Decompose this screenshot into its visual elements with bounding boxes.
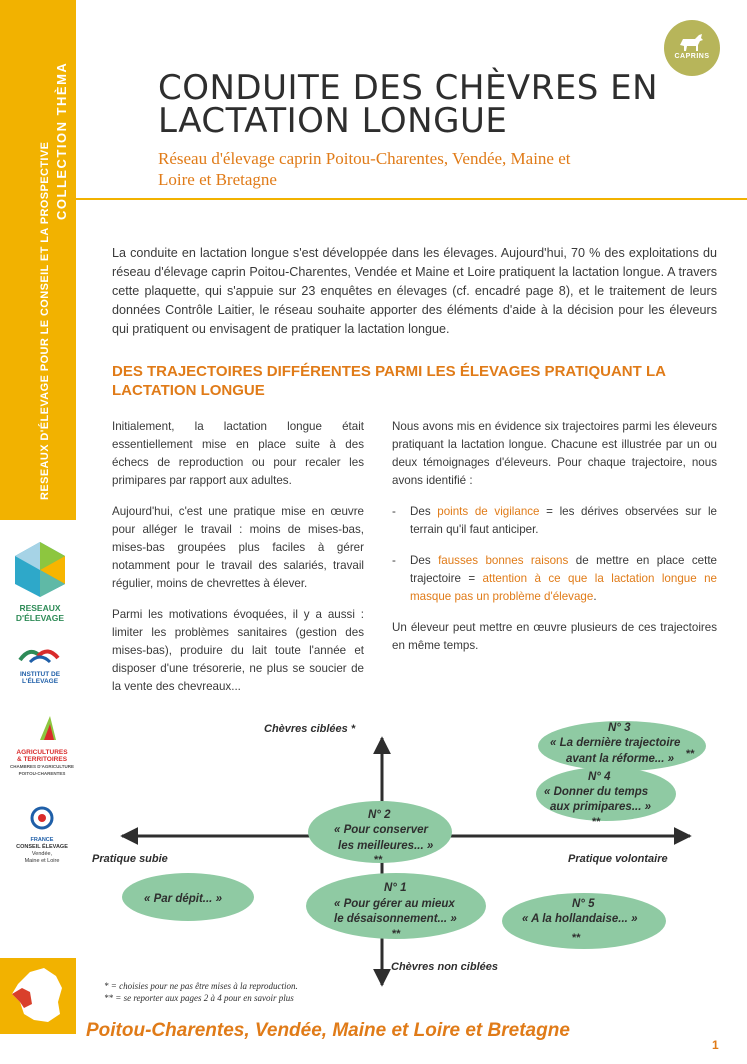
page-number: 1 xyxy=(712,1038,719,1052)
footnote-1: * = choisies pour ne pas être mises à la reproduction. xyxy=(104,981,298,991)
institut-line-2: L'ÉLEVAGE xyxy=(21,678,59,685)
axis-label-left: Pratique subie xyxy=(92,853,168,865)
bubble-4-number: N° 4 xyxy=(588,771,611,783)
logo-institut-elevage xyxy=(10,644,70,685)
section-title-line-2: LACTATION LONGUE xyxy=(112,382,265,399)
badge-label: CAPRINS xyxy=(674,53,710,60)
axis-label-right: Pratique volontaire xyxy=(568,853,668,865)
agri-leaf-icon xyxy=(10,710,74,744)
footnote-2: ** = se reporter aux pages 2 à 4 pour en savoir plus xyxy=(104,993,294,1003)
logo-fce-label xyxy=(10,837,74,865)
bubble-1-number: N° 1 xyxy=(384,882,407,894)
bubble-5-number: N° 5 xyxy=(572,898,595,910)
bubble-3-star: ** xyxy=(686,748,695,760)
bubble-4-line-1: « Donner du temps xyxy=(544,786,649,798)
logo-reseaux-label: RESEAUX D'ÉLEVAGE xyxy=(15,603,65,623)
bullet-middle: de mettre en place cette trajectoire = xyxy=(410,554,718,585)
side-collection-label xyxy=(0,0,76,520)
fce-line-2: CONSEIL ÉLEVAGE xyxy=(16,844,68,850)
title-line-1: CONDUITE DES CHÈVRES EN xyxy=(158,68,659,108)
fce-line-4: Maine et Loire xyxy=(24,858,60,864)
bullet-text xyxy=(410,552,717,606)
logo-agri-label xyxy=(10,749,74,777)
subtitle-line-2: Loire et Bretagne xyxy=(158,170,277,189)
footnotes xyxy=(104,980,404,1004)
side-line-reseaux: RESEAUX D'ÉLEVAGE POUR LE CONSEIL ET LA PROSPECTIVE xyxy=(39,141,51,500)
title-line-2: LACTATION LONGUE xyxy=(158,101,508,141)
bullet-suffix: = les dérives observées sur le terrain qu'il faut anticiper. xyxy=(410,505,717,536)
bullet-highlight: fausses bonnes raisons xyxy=(438,554,569,567)
caprins-badge xyxy=(664,20,720,76)
bubble-4-line-2: aux primipares... » xyxy=(550,801,651,813)
axis-label-bottom: Chèvres non ciblées xyxy=(391,961,498,973)
bubble-1-line-1: « Pour gérer au mieux xyxy=(334,898,455,910)
left-paragraph-3: Parmi les motivations évoquées, il y a aussi : limiter les problèmes sanitaires (gestion des mises-bas), produire du lait toute l'année et disposer d'une trésorerie, ne plus se soucier de la vente des chevreaux... xyxy=(112,608,364,693)
right-column xyxy=(392,418,717,668)
left-paragraph-2: Aujourd'hui, c'est une pratique mise en œuvre pour alléger le travail : moins de mises-bas, mises-bas groupées plus faciles à gérer notamment pour le travail des salariés, travail régulier, moins de chevrettes à élever. xyxy=(112,505,364,590)
bubble-3-line-2: avant la réforme... » xyxy=(566,753,675,765)
logo-reseaux-elevage xyxy=(10,540,70,623)
bubble-4-star: ** xyxy=(592,816,601,828)
map-square xyxy=(0,958,76,1034)
bubble-1-line-2: le désaisonnement... » xyxy=(334,913,457,925)
logo-france-conseil-elevage xyxy=(10,806,74,865)
section-title-line-1: DES TRAJECTOIRES DIFFÉRENTES PARMI LES ÉLEVAGES PRATIQUANT LA xyxy=(112,363,666,380)
axis-label-top: Chèvres ciblées * xyxy=(264,723,356,735)
bullet-text xyxy=(410,503,717,539)
fce-line-1: FRANCE xyxy=(30,837,54,843)
left-column xyxy=(112,418,364,709)
france-map-icon xyxy=(0,958,76,1034)
bubble-par-depit-line: « Par dépit... » xyxy=(144,893,222,905)
bubble-3-number: N° 3 xyxy=(608,722,631,734)
logo-institut-label xyxy=(10,671,70,685)
intro-paragraph: La conduite en lactation longue s'est développée dans les élevages. Aujourd'hui, 70 % des exploitations du réseau d'élevage caprin Poitou-Charentes, Vendée et Maine et Loire pratiquent la lactation longue. A travers cette plaquette, qui s'appuie sur 23 enquêtes en élevages (cf. encadré page 8), et le traitement de leurs données Contrôle Laitier, le réseau souhaite apporter des éléments d'aide à la décision pour les éleveurs qui pratiquent ou envisagent de pratiquer la lactation longue. xyxy=(112,246,717,336)
bubble-2-number: N° 2 xyxy=(368,809,391,821)
bullet-suffix: . xyxy=(593,590,597,603)
bubble-2-star: ** xyxy=(374,854,383,866)
bubble-2-line-2: les meilleures... » xyxy=(338,840,434,852)
left-paragraph-1: Initialement, la lactation longue était essentiellement mise en place suite à des échecs de reproduction ou pour recaler les primipares par rapport aux adultes. xyxy=(112,420,364,487)
page-subtitle xyxy=(158,148,678,190)
bullet-prefix: Des xyxy=(410,505,438,518)
section-title xyxy=(112,362,672,400)
bubble-5-star: ** xyxy=(572,932,581,944)
logo-agricultures-territoires xyxy=(10,710,74,777)
hexagon-logo-icon xyxy=(10,540,70,598)
bullet-fausses-raisons xyxy=(392,552,717,606)
bullet-dash: - xyxy=(392,554,396,567)
bubble-1-star: ** xyxy=(392,928,401,940)
side-line-collection: COLLECTION THÈMA xyxy=(54,61,69,220)
fce-cow-icon xyxy=(10,806,74,832)
bubble-2-line-1: « Pour conserver xyxy=(334,824,428,836)
subtitle-line-1: Réseau d'élevage caprin Poitou-Charentes, Vendée, Maine et xyxy=(158,149,571,168)
agri-line-1: AGRICULTURES xyxy=(16,749,68,756)
bubble-5-line-1: « A la hollandaise... » xyxy=(522,913,638,925)
page-title xyxy=(158,68,678,141)
fce-line-3: Vendée, xyxy=(31,851,53,857)
bullet-dash: - xyxy=(392,505,396,518)
right-paragraph-2: Un éleveur peut mettre en œuvre plusieurs de ces trajectoires en même temps. xyxy=(392,621,717,652)
bullet-highlight-2: attention à ce que la lactation longue ne masque pas un problème d'élevage xyxy=(410,572,717,603)
goat-icon xyxy=(677,31,707,53)
footer-title: Poitou-Charentes, Vendée, Maine et Loire et Bretagne xyxy=(86,1020,570,1041)
bubble-3-line-1: « La dernière trajectoire xyxy=(550,737,681,749)
bullet-prefix: Des xyxy=(410,554,439,567)
right-paragraph-1: Nous avons mis en évidence six trajectoires parmi les éleveurs pratiquant la lactation longue. Chacune est illustrée par un ou deux témoignages d'éleveurs. Pour chaque trajectoire, nous avons identifié : xyxy=(392,420,717,487)
institut-swoosh-icon xyxy=(10,644,70,666)
agri-line-2: & TERRITOIRES xyxy=(16,756,68,763)
agri-line-4: POITOU-CHARENTES xyxy=(18,771,66,776)
bullet-highlight: points de vigilance xyxy=(437,505,540,518)
agri-line-3: CHAMBRES D'AGRICULTURE xyxy=(10,764,74,769)
trajectories-diagram xyxy=(80,712,747,1012)
bullet-vigilance xyxy=(392,503,717,539)
institut-line-1: INSTITUT DE xyxy=(19,671,61,678)
